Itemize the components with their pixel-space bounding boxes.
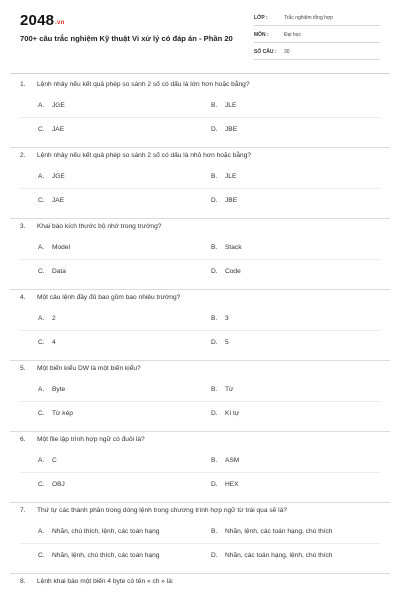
question-item — [0, 219, 400, 290]
option-text: Byte — [52, 386, 66, 393]
option-text: Từ — [225, 386, 234, 393]
answer-option[interactable] — [38, 265, 66, 279]
question-text — [20, 81, 249, 88]
question-prompt: Một biến kiểu DW là một biến kiểu? — [37, 365, 141, 372]
option-key: A. — [38, 173, 45, 180]
answer-option[interactable] — [211, 454, 239, 468]
question-prompt: Một câu lệnh đầy đủ bao gồm bao nhiêu trường? — [37, 294, 181, 301]
question-prompt: Lệnh nhảy nếu kết quả phép so sánh 2 số có dấu là lớn hơn hoặc bằng? — [37, 81, 250, 88]
answer-option[interactable] — [211, 407, 239, 421]
question-number: 3. — [20, 223, 26, 230]
answer-option[interactable] — [38, 478, 65, 492]
option-key: C. — [38, 552, 45, 559]
option-text: C — [52, 457, 57, 464]
option-key: B. — [211, 528, 218, 535]
question-prompt: Lệnh nhảy nếu kết quả phép so sánh 2 số có dấu là nhỏ hơn hoặc bằng? — [37, 152, 252, 159]
option-text: JLE — [225, 102, 237, 109]
question-text — [20, 578, 174, 585]
option-key: B. — [211, 315, 218, 322]
option-key: D. — [211, 481, 218, 488]
question-item — [0, 77, 400, 148]
question-number: 8. — [20, 578, 26, 585]
option-key: B. — [211, 173, 218, 180]
option-text: 2 — [52, 315, 56, 322]
option-divider — [20, 543, 380, 544]
question-number: 7. — [20, 507, 26, 514]
option-text: 3 — [225, 315, 229, 322]
question-text — [20, 223, 161, 230]
meta-row-count — [254, 46, 380, 60]
option-text: JBE — [225, 197, 238, 204]
answer-option[interactable] — [211, 383, 233, 397]
option-text: HEX — [225, 481, 239, 488]
answer-option[interactable] — [38, 194, 64, 208]
meta-label: SỐ CÂU : — [254, 49, 277, 55]
answer-option[interactable] — [211, 478, 239, 492]
answer-option[interactable] — [38, 99, 65, 113]
question-number: 4. — [20, 294, 26, 301]
option-text: JGE — [52, 102, 65, 109]
answer-option[interactable] — [211, 525, 332, 539]
option-key: C. — [38, 410, 45, 417]
logo-text: 2048 — [20, 12, 55, 29]
option-key: C. — [38, 481, 45, 488]
answer-option[interactable] — [38, 525, 159, 539]
option-key: B. — [211, 102, 218, 109]
answer-option[interactable] — [211, 336, 229, 350]
option-key: D. — [211, 268, 218, 275]
answer-option[interactable] — [211, 170, 236, 184]
option-text: 5 — [225, 339, 229, 346]
option-text: JLE — [225, 173, 237, 180]
option-key: A. — [38, 244, 45, 251]
worksheet-header — [0, 0, 400, 70]
option-divider — [20, 117, 380, 118]
answer-option[interactable] — [38, 123, 64, 137]
option-key: D. — [211, 410, 218, 417]
question-item — [0, 148, 400, 219]
question-item — [0, 432, 400, 503]
option-text: JGE — [52, 173, 65, 180]
meta-value: Trắc nghiệm tổng hợp — [284, 15, 333, 21]
question-item — [0, 290, 400, 361]
answer-option[interactable] — [211, 265, 241, 279]
option-key: D. — [211, 197, 218, 204]
option-divider — [20, 259, 380, 260]
question-prompt: Một file lập trình hợp ngữ có đuôi là? — [37, 436, 145, 443]
option-divider — [20, 472, 380, 473]
meta-value: Đại học — [284, 32, 301, 38]
answer-option[interactable] — [38, 312, 56, 326]
answer-option[interactable] — [211, 99, 236, 113]
question-text — [20, 152, 251, 159]
option-text: Nhãn, chú thích, lệnh, các toán hạng — [52, 528, 160, 535]
answer-option[interactable] — [211, 123, 237, 137]
meta-label: MÔN : — [254, 32, 269, 38]
option-key: D. — [211, 552, 218, 559]
option-text: Nhãn, lệnh, các toán hạng, chú thích — [225, 528, 333, 535]
question-prompt: Khai báo kích thước bộ nhớ trong trường? — [37, 223, 162, 230]
meta-row-subject — [254, 29, 380, 43]
option-text: JAE — [52, 126, 65, 133]
option-key: C. — [38, 339, 45, 346]
option-key: C. — [38, 268, 45, 275]
option-text: Data — [52, 268, 66, 275]
meta-value: 30 — [284, 49, 290, 55]
option-text: Stack — [225, 244, 242, 251]
answer-option[interactable] — [211, 241, 242, 255]
option-text: 4 — [52, 339, 56, 346]
answer-option[interactable] — [211, 549, 332, 563]
question-item — [0, 361, 400, 432]
option-key: B. — [211, 386, 218, 393]
question-number: 1. — [20, 81, 26, 88]
option-divider — [20, 330, 380, 331]
question-list — [0, 77, 400, 600]
answer-option[interactable] — [38, 383, 65, 397]
answer-option[interactable] — [38, 549, 159, 563]
option-text: Kí tự — [225, 410, 240, 417]
option-key: B. — [211, 457, 218, 464]
question-number: 5. — [20, 365, 26, 372]
option-key: A. — [38, 102, 45, 109]
question-text — [20, 507, 287, 514]
meta-box — [254, 12, 380, 63]
option-divider — [20, 401, 380, 402]
answer-option[interactable] — [211, 312, 229, 326]
option-text: OBJ — [52, 481, 65, 488]
option-key: D. — [211, 339, 218, 346]
answer-option[interactable] — [38, 407, 73, 421]
header-divider — [10, 73, 390, 74]
question-prompt: Lệnh khai báo một biến 4 byte có tên « ch » là: — [37, 578, 174, 585]
option-text: ASM — [225, 457, 240, 464]
question-number: 6. — [20, 436, 26, 443]
option-key: A. — [38, 457, 45, 464]
option-key: A. — [38, 315, 45, 322]
option-key: B. — [211, 244, 218, 251]
answer-option[interactable] — [38, 170, 65, 184]
document-title: 700+ câu trắc nghiệm Kỹ thuật Vi xử lý có đáp án - Phần 20 — [20, 34, 233, 43]
option-text: JBE — [225, 126, 238, 133]
question-text — [20, 365, 141, 372]
answer-option[interactable] — [38, 336, 56, 350]
answer-option[interactable] — [38, 454, 57, 468]
meta-row-class — [254, 12, 380, 26]
question-number: 2. — [20, 152, 26, 159]
option-key: A. — [38, 528, 45, 535]
question-item — [0, 503, 400, 574]
option-divider — [20, 188, 380, 189]
option-text: Từ kép — [52, 410, 73, 417]
option-text: Nhãn, các toán hạng, lệnh, chú thích — [225, 552, 333, 559]
question-text — [20, 436, 145, 443]
site-logo[interactable] — [20, 12, 64, 29]
option-text: Code — [225, 268, 241, 275]
question-text — [20, 294, 180, 301]
question-item — [0, 574, 400, 600]
option-text: Model — [52, 244, 70, 251]
question-prompt: Thứ tự các thành phần trong dòng lệnh trong chương trình hợp ngữ từ trái qua sẽ là? — [37, 507, 287, 514]
meta-label: LỚP : — [254, 15, 268, 21]
answer-option[interactable] — [211, 194, 237, 208]
option-key: A. — [38, 386, 45, 393]
option-text: Nhãn, lệnh, chú thích, các toán hạng — [52, 552, 160, 559]
option-key: C. — [38, 126, 45, 133]
answer-option[interactable] — [38, 241, 70, 255]
option-key: D. — [211, 126, 218, 133]
option-text: JAE — [52, 197, 65, 204]
option-key: C. — [38, 197, 45, 204]
logo-suffix: .vn — [55, 20, 65, 26]
